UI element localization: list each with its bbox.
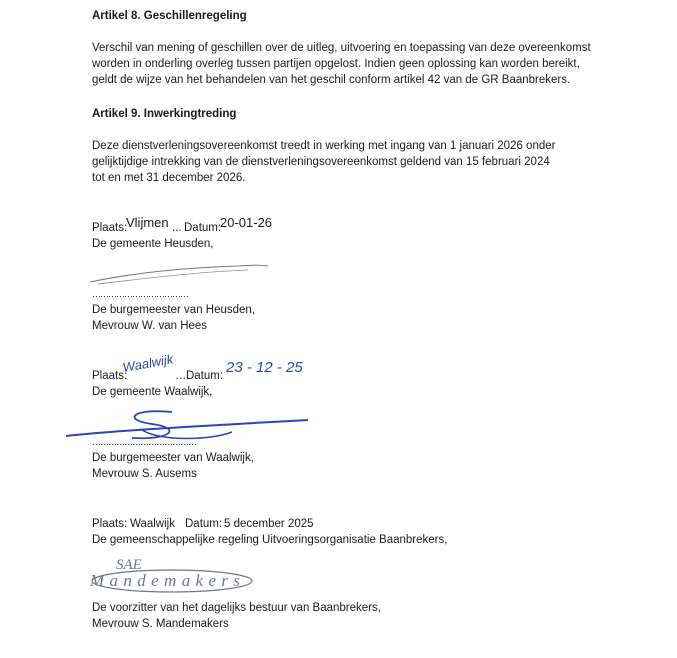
article-8-line-3: geldt de wijze van het behandelen van het geschil conform artikel 42 van de GR Baanbrekers. (92, 74, 571, 86)
baanbrekers-signer-role: De voorzitter van het dagelijks bestuur van Baanbrekers, (92, 602, 381, 614)
waalwijk-plaats-dots: … (175, 370, 187, 382)
waalwijk-party: De gemeente Waalwijk, (92, 386, 213, 398)
heusden-plaats-label: Plaats: (92, 222, 128, 234)
heusden-plaats-value: Vlijmen (126, 215, 169, 230)
article-8-line-1: Verschil van mening of geschillen over de uitleg, uitvoering en toepassing van deze overeenkomst (92, 42, 591, 54)
baanbrekers-datum-value: 5 december 2025 (224, 518, 314, 530)
article-9-heading: Artikel 9. Inwerkingtreding (92, 108, 237, 120)
heusden-signature-line: ……………………………… (92, 289, 188, 299)
heusden-datum-label: Datum: (184, 222, 222, 234)
heusden-party: De gemeente Heusden, (92, 238, 214, 250)
baanbrekers-signature (84, 553, 264, 597)
article-9-line-3: tot en met 31 december 2026. (92, 172, 246, 184)
heusden-signer-name: Mevrouw W. van Hees (92, 320, 208, 332)
waalwijk-signer-role: De burgemeester van Waalwijk, (92, 452, 254, 464)
waalwijk-signer-name: Mevrouw S. Ausems (92, 468, 197, 480)
baanbrekers-plaats-label: Plaats: (92, 518, 128, 530)
waalwijk-datum-value: 23 - 12 - 25 (226, 359, 303, 376)
article-8-line-2: worden in onderling overleg tussen partijen opgelost. Indien geen oplossing kan worden bereikt, (92, 58, 580, 70)
waalwijk-signature-line: ………………………………… (92, 437, 196, 447)
article-8-heading: Artikel 8. Geschillenregeling (92, 10, 247, 22)
waalwijk-plaats-value: Waalwijk (121, 351, 175, 375)
article-9-line-2: gelijktijdige intrekking van de dienstverleningsovereenkomst geldend van 15 februari 2024 (92, 156, 550, 168)
heusden-plaats-dots: ... (172, 222, 182, 234)
article-9-line-1: Deze dienstverleningsovereenkomst treedt in werking met ingang van 1 januari 2026 onder (92, 140, 556, 152)
waalwijk-plaats-label: Plaats: (92, 370, 128, 382)
baanbrekers-signer-name: Mevrouw S. Mandemakers (92, 618, 229, 630)
heusden-datum-value: 20-01-26 (220, 215, 273, 230)
baanbrekers-plaats-value: Waalwijk (130, 518, 175, 530)
heusden-signer-role: De burgemeester van Heusden, (92, 304, 256, 316)
baanbrekers-datum-label: Datum: (185, 518, 223, 530)
baanbrekers-party: De gemeenschappelijke regeling Uitvoeringsorganisatie Baanbrekers, (92, 534, 448, 546)
waalwijk-datum-label: Datum: (186, 370, 224, 382)
svg-text:SAE: SAE (116, 557, 142, 573)
svg-text:Mandemakers: Mandemakers (90, 571, 240, 590)
